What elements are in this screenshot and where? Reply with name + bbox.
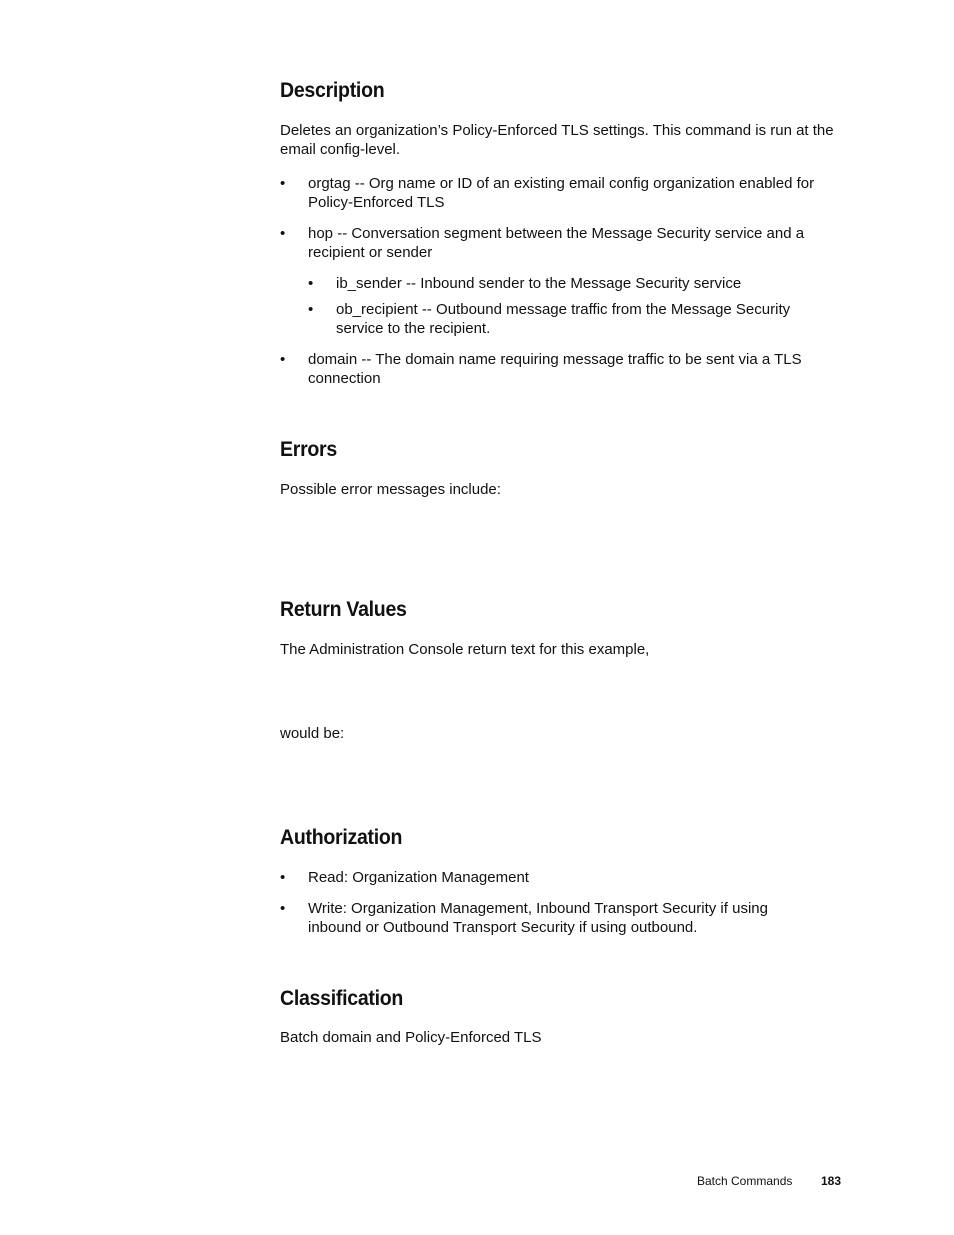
bullet: • bbox=[280, 869, 286, 886]
param-hop-text: hop -- Conversation segment between the Message Security service and a recipient or sender bbox=[308, 225, 805, 261]
param-orgtag bbox=[280, 174, 840, 214]
authorization-read bbox=[280, 868, 840, 888]
param-hop bbox=[280, 224, 840, 264]
hop-value-ob-recipient-text: ob_recipient -- Outbound message traffic from the Message Security service to the recipient. bbox=[336, 301, 791, 337]
errors-text: Possible error messages include: bbox=[280, 481, 501, 498]
return-values-text: The Administration Console return text for this example, bbox=[280, 641, 650, 658]
description-intro: Deletes an organization’s Policy-Enforced TLS settings. This command is run at the email config-level. bbox=[280, 122, 834, 158]
authorization-heading: Authorization bbox=[280, 826, 403, 849]
bullet: • bbox=[308, 301, 314, 318]
hop-value-ib-sender-text: ib_sender -- Inbound sender to the Message Security service bbox=[336, 275, 742, 292]
footer-section-title: Batch Commands bbox=[697, 1174, 793, 1188]
authorization-read-text: Read: Organization Management bbox=[308, 869, 529, 886]
bullet: • bbox=[280, 225, 286, 242]
bullet: • bbox=[308, 275, 314, 292]
bullet: • bbox=[280, 900, 286, 917]
bullet: • bbox=[280, 351, 286, 368]
authorization-write bbox=[280, 899, 840, 939]
return-values-text-2: would be: bbox=[280, 725, 345, 742]
page-number: 183 bbox=[821, 1174, 842, 1188]
classification-text: Batch domain and Policy-Enforced TLS bbox=[280, 1029, 542, 1046]
description-heading: Description bbox=[280, 79, 385, 102]
errors-heading: Errors bbox=[280, 438, 337, 461]
return-values-heading: Return Values bbox=[280, 598, 407, 621]
param-orgtag-text: orgtag -- Org name or ID of an existing email config organization enabled for Policy-Enforced TLS bbox=[308, 175, 815, 211]
authorization-write-text: Write: Organization Management, Inbound Transport Security if using inbound or Outbound Transport Security if using outbound. bbox=[308, 900, 768, 936]
param-domain bbox=[280, 350, 840, 390]
classification-heading: Classification bbox=[280, 987, 404, 1010]
hop-value-ob-recipient bbox=[308, 300, 840, 340]
bullet: • bbox=[280, 175, 286, 192]
param-domain-text: domain -- The domain name requiring message traffic to be sent via a TLS connection bbox=[308, 351, 802, 387]
hop-value-ib-sender bbox=[308, 274, 840, 294]
